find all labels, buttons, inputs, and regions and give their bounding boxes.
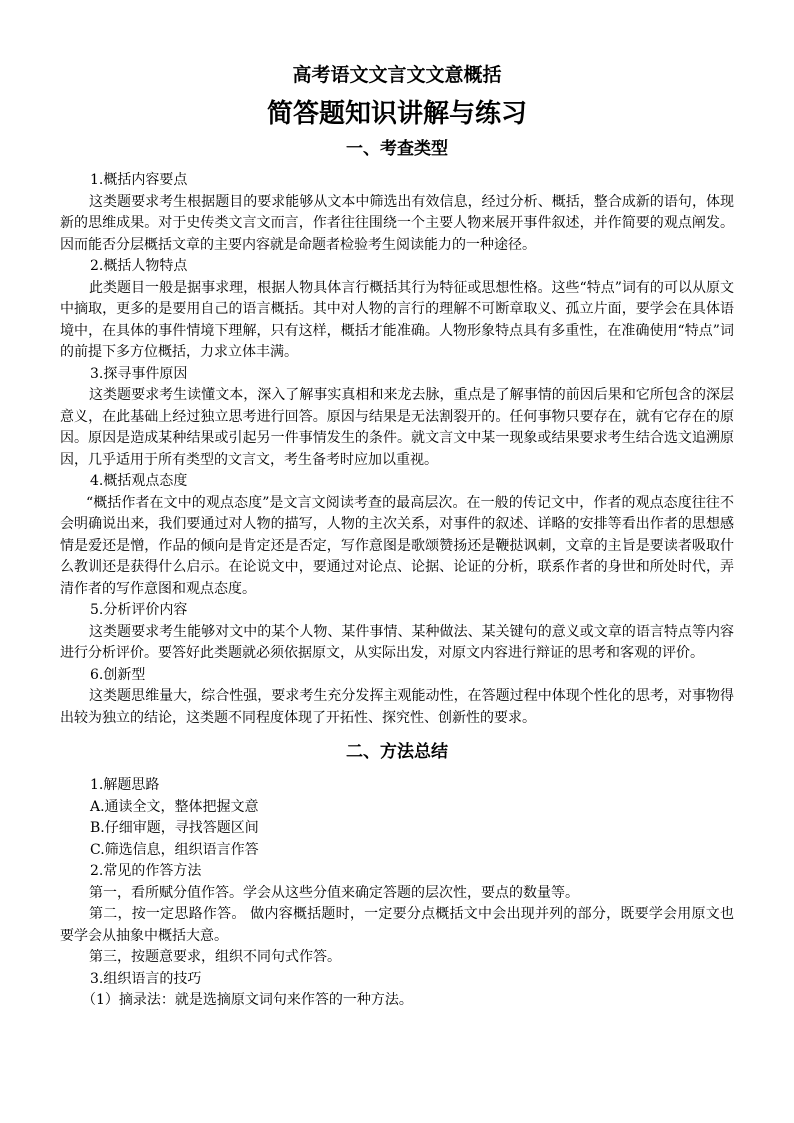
- paragraph: 这类题要求考生根据题目的要求能够从文本中筛选出有效信息，经过分析、概括，整合成新的语句，体现新的思维成果。对于史传类文言文而言，作者往往围绕一个主要人物来展开事件叙述，并作简要的观点阐发。因而能否分层概括文章的主要内容就是命题者检验考生阅读能力的一种途径。: [60, 193, 734, 253]
- section-heading: 一、考查类型: [346, 139, 448, 159]
- subsection-title: 2.常见的作答方法: [90, 863, 202, 879]
- subsection-title: 1.解题思路: [90, 777, 160, 793]
- paragraph: 第三，按题意要求，组织不同句式作答。: [89, 949, 341, 965]
- section-question-types: [60, 136, 734, 729]
- subsection-title: 6.创新型: [90, 666, 146, 683]
- section-method-summary: [60, 739, 734, 1012]
- subsection-title: 3.组织语言的技巧: [90, 970, 202, 987]
- subsection-title: 3.探寻事件原因: [90, 365, 188, 382]
- paragraph: 此类题目一般是据事求理，根据人物具体言行概括其行为特征或思想性格。这些“特点”词有的可以从原文中摘取，更多的是要用自己的语言概括。其中对人物的言行的理解不可断章取义、孤立片面，要学会在具体语境中，在具体的事件情境下理解，只有这样，概括才能准确。人物形象特点具有多重性，在准确使用“特点”词的前提下多方位概括，力求立体丰满。: [60, 279, 734, 360]
- paragraph: 这类题思维量大，综合性强，要求考生充分发挥主观能动性，在答题过程中体现个性化的思考，对事物得出较为独立的结论，这类题不同程度体现了开拓性、探究性、创新性的要求。: [60, 688, 734, 726]
- list-item: A.通读全文，整体把握文意: [90, 798, 259, 815]
- list-item: （1）摘录法：就是选摘原文词句来作答的一种方法。: [82, 992, 413, 1008]
- subsection-title: 1.概括内容要点: [90, 172, 188, 188]
- document-title-line1: 高考语文文言文文意概括: [292, 64, 502, 86]
- list-item: C.筛选信息，组织语言作答: [90, 841, 259, 858]
- subsection-title: 2.概括人物特点: [90, 258, 188, 274]
- section-heading: 二、方法总结: [346, 742, 448, 762]
- document-page: [60, 62, 734, 1012]
- subsection-title: 5.分析评价内容: [90, 602, 188, 618]
- paragraph: 第二，按一定思路作答。 做内容概括题时，一定要分点概括文中会出现并列的部分，既要学会用原文也要学会从抽象中概括大意。: [60, 906, 734, 944]
- paragraph: 这类题要求考生读懂文本，深入了解事实真相和来龙去脉，重点是了解事情的前因后果和它所包含的深层意义，在此基础上经过独立思考进行回答。原因与结果是无法割裂开的。任何事物只要存在，就有它存在的原因。原因是造成某种结果或引起另一件事情发生的条件。就文言文中某一现象或结果要求考生结合选文追溯原因，几乎适用于所有类型的文言文，考生备考时应加以重视。: [60, 387, 734, 468]
- list-item: B.仔细审题，寻找答题区间: [90, 820, 259, 836]
- document-title-line2: 简答题知识讲解与练习: [266, 99, 527, 129]
- subsection-title: 4.概括观点态度: [90, 473, 188, 489]
- paragraph: “概括作者在文中的观点态度”是文言文阅读考查的最高层次。在一般的传记文中，作者的观点态度往往不会明确说出来，我们要通过对人物的描写，人物的主次关系，对事件的叙述、详略的安排等看出作者的思想感情是爱还是憎，作品的倾向是肯定还是否定，写作意图是歌颂赞扬还是鞭挞讽刺，文章的主旨是要读者吸取什么教训还是获得什么启示。在论说文中，要通过对论点、论据、论证的分析，联系作者的身世和所处时代，弄清作者的写作意图和观点态度。: [60, 494, 734, 597]
- paragraph: 这类题要求考生能够对文中的某个人物、某件事情、某种做法、某关键句的意义或文章的语言特点等内容进行分析评价。要答好此类题就必须依据原文，从实际出发，对原文内容进行辩证的思考和客观的评价。: [60, 623, 734, 661]
- paragraph: 第一，看所赋分值作答。学会从这些分值来确定答题的层次性，要点的数量等。: [89, 884, 579, 901]
